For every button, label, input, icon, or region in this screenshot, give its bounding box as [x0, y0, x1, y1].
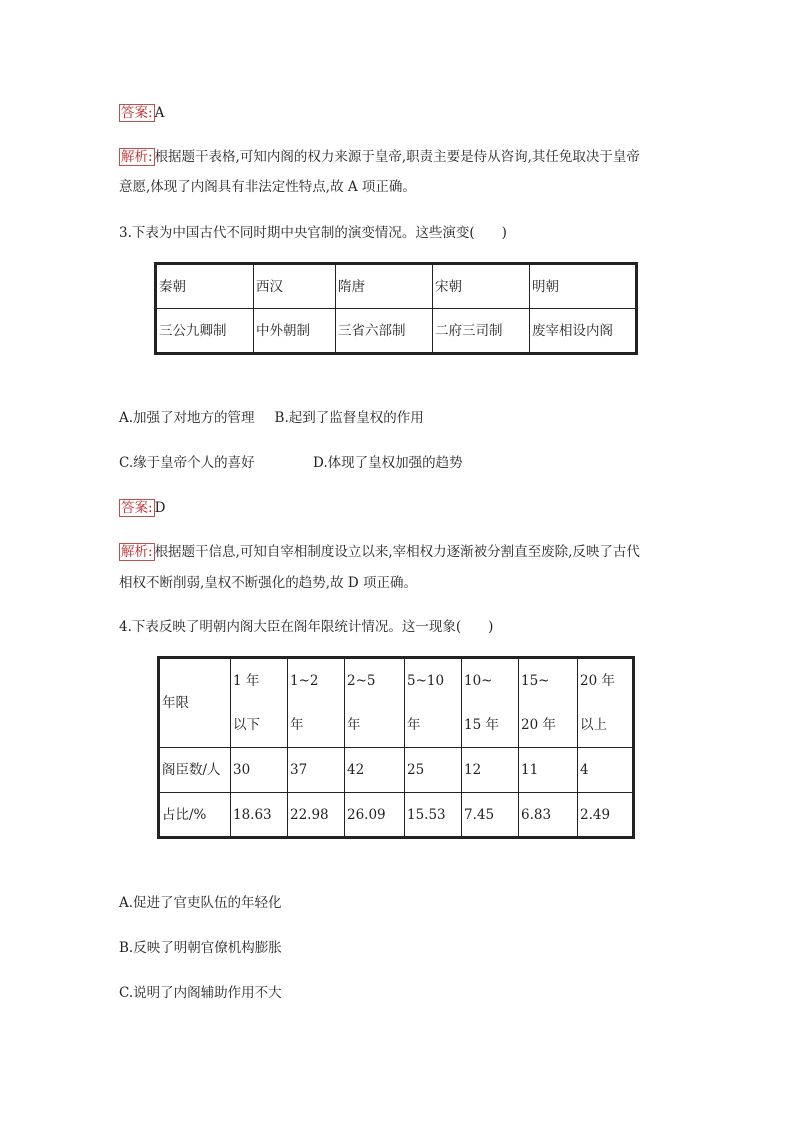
table-cell: 明朝 [530, 264, 637, 309]
table-cell: 26.09 [345, 793, 405, 838]
q4-option-b: B.反映了明朝官僚机构膨胀 [119, 940, 282, 956]
table-cell: 11 [519, 748, 578, 793]
table-cell: 二府三司制 [433, 309, 530, 354]
q4-option-c: C.说明了内阁辅助作用不大 [119, 985, 282, 1001]
table-cell: 20 年 以上 [578, 658, 634, 748]
table-row [156, 264, 637, 309]
table-cell: 15.53 [405, 793, 462, 838]
option-b: B.起到了监督皇权的作用 [274, 410, 424, 426]
table-cell: 1 年 以下 [231, 658, 288, 748]
q2-analysis-line1 [119, 147, 640, 167]
q3-options-cd [119, 453, 463, 473]
analysis-text: 根据题干信息,可知自宰相制度设立以来,宰相权力逐渐被分割直至废除,反映了古代 [154, 544, 640, 560]
q2-answer [119, 103, 164, 123]
q4-table [157, 656, 635, 839]
table-cell: 中外朝制 [254, 309, 336, 354]
table-cell: 12 [462, 748, 519, 793]
table-cell: 三省六部制 [336, 309, 433, 354]
q3-stem: 3.下表为中国古代不同时期中央官制的演变情况。这些演变( ) [119, 225, 507, 241]
q2-analysis-line2: 意愿,体现了内阁具有非法定性特点,故 A 项正确。 [119, 179, 416, 195]
analysis-text: 根据题干表格,可知内阁的权力来源于皇帝,职责主要是侍从咨询,其任免取决于皇帝 [154, 149, 640, 165]
answer-value: A [154, 105, 165, 121]
analysis-label: 解析: [121, 544, 153, 560]
table-cell: 5~10 年 [405, 658, 462, 748]
table-cell: 2.49 [578, 793, 634, 838]
table-cell: 6.83 [519, 793, 578, 838]
q4-option-a: A.促进了官吏队伍的年轻化 [119, 895, 282, 911]
option-c: C.缘于皇帝个人的喜好 [119, 455, 255, 471]
table-cell: 年限 [159, 658, 231, 748]
table-cell: 西汉 [254, 264, 336, 309]
table-cell: 10~ 15 年 [462, 658, 519, 748]
table-cell: 阁臣数/人 [159, 748, 231, 793]
table-row [159, 793, 634, 838]
table-cell: 15~ 20 年 [519, 658, 578, 748]
table-cell: 1~2 年 [288, 658, 345, 748]
table-cell: 22.98 [288, 793, 345, 838]
table-cell: 7.45 [462, 793, 519, 838]
table-row [159, 748, 634, 793]
answer-label: 答案: [121, 500, 153, 516]
table-cell: 秦朝 [156, 264, 254, 309]
analysis-label: 解析: [121, 149, 153, 165]
table-cell: 30 [231, 748, 288, 793]
answer-value: D [154, 500, 166, 516]
answer-label: 答案: [121, 105, 153, 121]
q4-stem: 4.下表反映了明朝内阁大臣在阁年限统计情况。这一现象( ) [119, 619, 494, 635]
option-d: D.体现了皇权加强的趋势 [313, 455, 463, 471]
table-cell: 18.63 [231, 793, 288, 838]
table-row [159, 658, 634, 748]
q3-table [154, 262, 638, 355]
table-cell: 三公九卿制 [156, 309, 254, 354]
table-cell: 占比/% [159, 793, 231, 838]
table-cell: 4 [578, 748, 634, 793]
table-cell: 隋唐 [336, 264, 433, 309]
q3-analysis-line1 [119, 542, 640, 562]
table-cell: 宋朝 [433, 264, 530, 309]
q3-options-ab [119, 408, 424, 428]
table-cell: 25 [405, 748, 462, 793]
option-a: A.加强了对地方的管理 [119, 410, 255, 426]
table-cell: 2~5 年 [345, 658, 405, 748]
q3-analysis-line2: 相权不断削弱,皇权不断强化的趋势,故 D 项正确。 [119, 575, 417, 591]
table-row [156, 309, 637, 354]
table-cell: 42 [345, 748, 405, 793]
table-cell: 37 [288, 748, 345, 793]
table-cell: 废宰相设内阁 [530, 309, 637, 354]
q3-answer [119, 498, 165, 518]
